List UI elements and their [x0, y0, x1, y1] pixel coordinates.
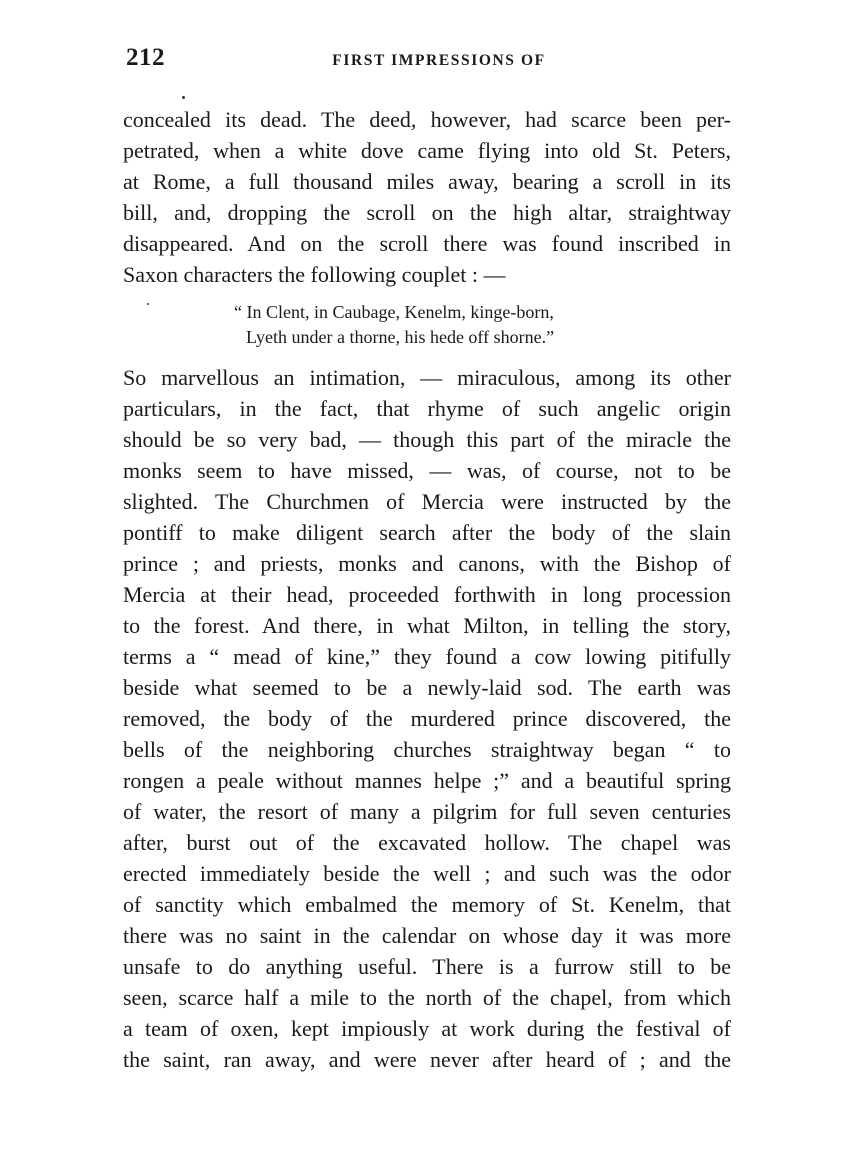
ink-speck: [182, 96, 185, 99]
text-line: erected immediately beside the well ; and such was the odor: [123, 861, 731, 886]
page-number: 212: [126, 44, 165, 71]
text-line: rongen a peale without mannes helpe ;” and a beautiful spring: [123, 768, 731, 793]
text-line: beside what seemed to be a newly-laid sod. The earth was: [123, 675, 731, 700]
text-line: particulars, in the fact, that rhyme of such angelic origin: [123, 396, 731, 421]
text-line: seen, scarce half a mile to the north of the chapel, from which: [123, 985, 731, 1010]
text-line: So marvellous an intimation, — miraculous, among its other: [123, 365, 731, 390]
verse-couplet: [123, 300, 731, 350]
text-line: slighted. The Churchmen of Mercia were instructed by the: [123, 489, 731, 514]
text-line: petrated, when a white dove came flying into old St. Peters,: [123, 138, 731, 163]
text-line: Mercia at their head, proceeded forthwith in long procession: [123, 582, 731, 607]
text-line: bill, and, dropping the scroll on the high altar, straightway: [123, 200, 731, 225]
text-line: to the forest. And there, in what Milton, in telling the story,: [123, 613, 731, 638]
page-header: [126, 40, 732, 80]
text-line: at Rome, a full thousand miles away, bearing a scroll in its: [123, 169, 731, 194]
text-line: concealed its dead. The deed, however, had scarce been per-: [123, 107, 731, 132]
text-line: monks seem to have missed, — was, of course, not to be: [123, 458, 731, 483]
text-line: there was no saint in the calendar on whose day it was more: [123, 923, 731, 948]
text-line: after, burst out of the excavated hollow. The chapel was: [123, 830, 731, 855]
text-line: should be so very bad, — though this part of the miracle the: [123, 427, 731, 452]
text-line: pontiff to make diligent search after the body of the slain: [123, 520, 731, 545]
text-line: the saint, ran away, and were never after heard of ; and the: [123, 1047, 731, 1072]
paragraph-2: [123, 362, 731, 1075]
text-line: a team of oxen, kept impiously at work during the festival of: [123, 1016, 731, 1041]
text-line: prince ; and priests, monks and canons, with the Bishop of: [123, 551, 731, 576]
text-line: terms a “ mead of kine,” they found a cow lowing pitifully: [123, 644, 731, 669]
text-line: removed, the body of the murdered prince discovered, the: [123, 706, 731, 731]
text-line: bells of the neighboring churches straightway began “ to: [123, 737, 731, 762]
verse-line: Lyeth under a thorne, his hede off shorne.”: [246, 327, 555, 347]
text-line: Saxon characters the following couplet : —: [123, 262, 506, 287]
paragraph-1: [123, 104, 731, 290]
text-line: of sanctity which embalmed the memory of St. Kenelm, that: [123, 892, 731, 917]
running-head: FIRST IMPRESSIONS OF: [332, 52, 546, 69]
body-text: [123, 104, 731, 1075]
text-line: of water, the resort of many a pilgrim for full seven centuries: [123, 799, 731, 824]
verse-line: “ In Clent, in Caubage, Kenelm, kinge-born,: [234, 302, 554, 322]
text-line: disappeared. And on the scroll there was found inscribed in: [123, 231, 731, 256]
text-line: unsafe to do anything useful. There is a furrow still to be: [123, 954, 731, 979]
